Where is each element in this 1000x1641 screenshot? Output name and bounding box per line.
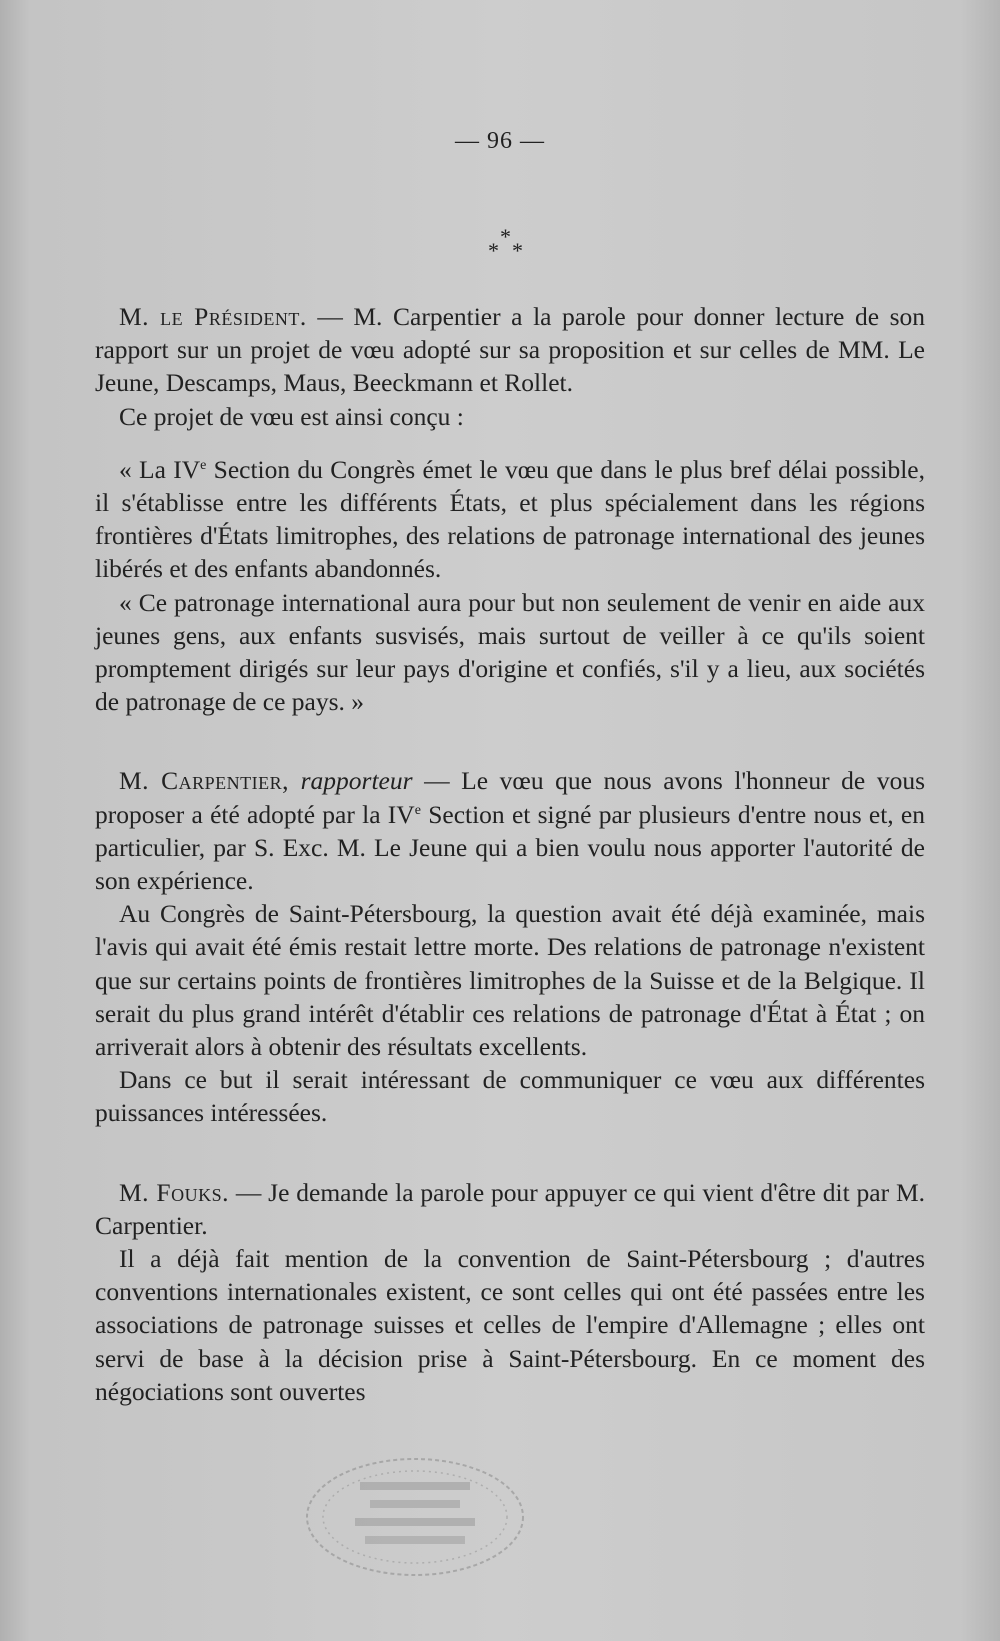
asterism-divider: * * * <box>488 224 523 263</box>
superscript: e <box>200 457 207 473</box>
paragraph-conventions <box>95 1242 925 1408</box>
paragraph-text: Il a déjà fait mention de la convention de Saint-Pétersbourg ; d'autres conventions internationales existent, ce sont celles qui ont été passées entre les associations de patronage suisses et celles de l'empire d'Allemagne ; elles ont servi de base à la décision prise à Saint-Pétersbourg. En ce moment des négociations sont ouvertes <box>95 1244 925 1406</box>
superscript: e <box>414 802 421 818</box>
paragraph-text: — Je demande la parole pour appuyer ce qui vient d'être dit par M. Carpentier. <box>95 1177 925 1240</box>
paragraph-text: — M. Carpentier a la parole pour donner lecture de son rapport sur un projet de vœu adopté sur sa proposition et sur celles de MM. Le Jeune, Descamps, Maus, Beeckmann et Rollet. <box>95 302 926 398</box>
paragraph-petersbourg <box>95 897 925 1063</box>
paragraph-text: Dans ce but il serait intéressant de communiquer ce vœu aux différentes puissances intéressées. <box>95 1065 925 1128</box>
body-text <box>95 300 925 1408</box>
paragraph-text: Section du Congrès émet le vœu que dans le plus bref délai possible, il s'établisse entre les différents États, et plus spécialement dans les régions frontières d'États limitrophes, des relations de patronage international des jeunes libérés et des enfants abandonnés. <box>95 454 925 584</box>
paragraph-carpentier <box>95 764 925 897</box>
paragraph-president <box>95 300 925 400</box>
page-number: — 96 — <box>455 128 545 154</box>
paragraph-text: Au Congrès de Saint-Pétersbourg, la question avait été déjà examinée, mais l'avis qui avait été émis restait lettre morte. Des relations de patronage n'existent que sur certains points de frontières limitrophes de la Suisse et de la Belgique. Il serait du plus grand intérêt d'établir ces relations de patronage d'État à État ; on arriverait alors à obtenir des résultats excellents. <box>95 899 925 1062</box>
speaker-name: M. le Président. <box>119 302 307 331</box>
paragraph-intro <box>95 400 925 433</box>
speaker-role: rapporteur <box>300 766 413 796</box>
paragraph-fouks <box>95 1176 925 1242</box>
speaker-name: M. Fouks. <box>119 1177 229 1207</box>
paragraph-text: Section et signé par plusieurs d'entre nous et, en particulier, par S. Exc. M. Le Jeune qui a bien voulu nous apporter l'autorité de son expérience. <box>95 799 925 896</box>
speaker-name: M. Carpentier, <box>119 766 290 796</box>
paragraph-resolution-1 <box>95 453 925 586</box>
paragraph-text: — Le vœu que nous avons l'honneur de vous proposer a été adopté par la IV <box>95 766 925 829</box>
paragraph-communiquer <box>95 1063 925 1129</box>
paragraph-text: « Ce patronage international aura pour but non seulement de venir en aide aux jeunes gens, aux enfants susvisés, mais surtout de veiller à ce qu'ils soient promptement dirigés sur leur pays d'origine et confiés, s'il y a lieu, aux sociétés de patronage de ce pays. » <box>95 587 925 717</box>
paragraph-text: Ce projet de vœu est ainsi conçu : <box>119 401 464 431</box>
library-stamp <box>300 1452 530 1582</box>
paragraph-text: « La IV <box>119 454 201 484</box>
paragraph-resolution-2 <box>95 586 925 719</box>
